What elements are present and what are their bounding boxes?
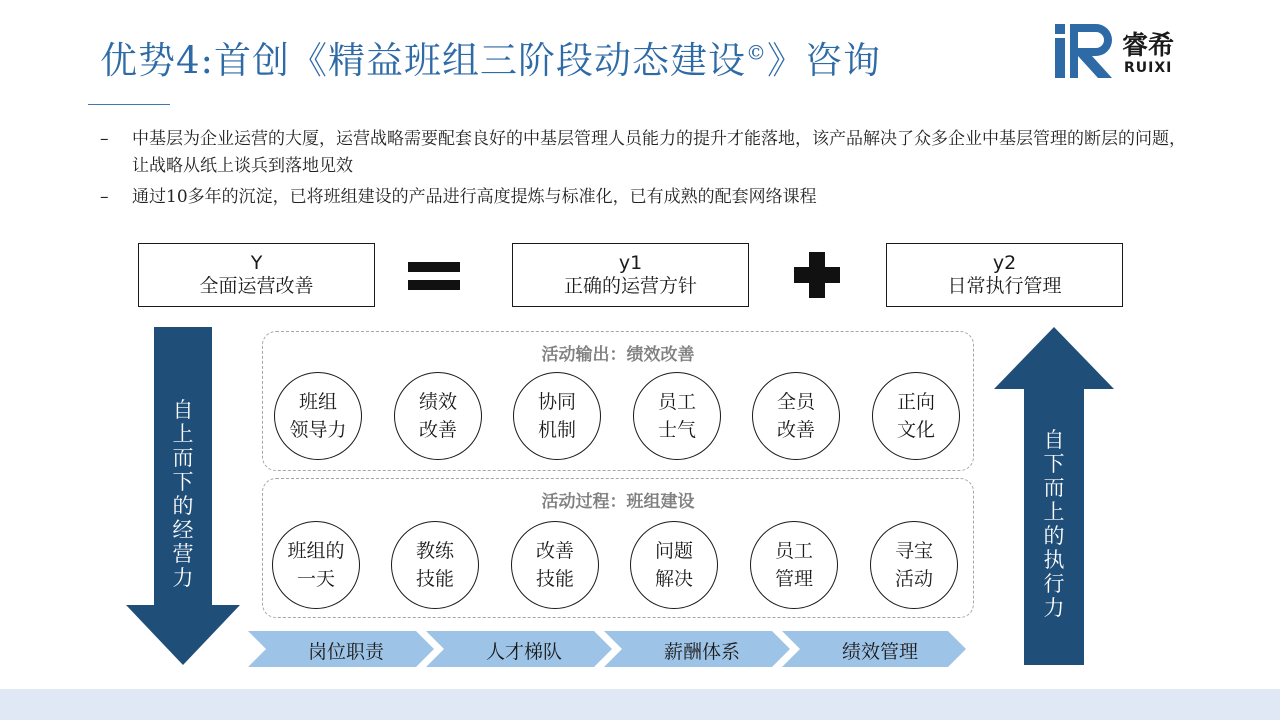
output-circle: 正向 文化 (872, 372, 960, 460)
bullet-text: 中基层为企业运营的大厦，运营战略需要配套良好的中基层管理人员能力的提升才能落地，该产品解决了众多企业中基层管理的断层的问题，让战略从纸上谈兵到落地见效 (132, 129, 1186, 176)
output-circle: 员工 士气 (633, 372, 721, 460)
process-circle: 寻宝 活动 (870, 521, 958, 609)
process-circle: 问题 解决 (630, 521, 718, 609)
process-circle: 改善 技能 (511, 521, 599, 609)
process-circle: 教练 技能 (391, 521, 479, 609)
chevron-label: 薪酬体系 (663, 641, 740, 663)
activity-output-panel (262, 331, 974, 471)
equation-box-y1: y1 正确的运营方针 (512, 243, 749, 307)
equals-icon (408, 262, 460, 290)
logo-chinese-text: 睿希 (1122, 31, 1175, 61)
copyright-mark: © (746, 40, 768, 65)
footer-band (0, 689, 1280, 720)
panel-title: 活动过程：班组建设 (541, 492, 695, 512)
top-down-label: 自上而下的经营力 (172, 398, 194, 590)
chevron-label: 岗位职责 (307, 641, 384, 663)
bottom-up-label: 自下而上的执行力 (1043, 428, 1065, 620)
process-circle: 班组的 一天 (272, 521, 360, 609)
panel-title: 活动输出：绩效改善 (541, 345, 695, 365)
activity-process-panel (262, 478, 974, 618)
equation-box-y2: y2 日常执行管理 (886, 243, 1123, 307)
page-title: 优势4:首创《精益班组三阶段动态建设©》咨询 (100, 39, 882, 82)
bullet-item: – 中基层为企业运营的大厦，运营战略需要配套良好的中基层管理人员能力的提升才能落地，该产品解决了众多企业中基层管理的断层的问题，让战略从纸上谈兵到落地见效 (100, 126, 1200, 182)
chevron-label: 绩效管理 (841, 641, 918, 663)
chevron-label: 人才梯队 (485, 641, 562, 663)
output-circle: 班组 领导力 (274, 372, 362, 460)
output-circle: 全员 改善 (752, 372, 840, 460)
bullet-item: – 通过10多年的沉淀，已将班组建设的产品进行高度提炼与标准化，已有成熟的配套网络课程 (100, 184, 1200, 212)
logo-english-text: RUIXI (1124, 60, 1173, 76)
plus-icon (794, 252, 840, 298)
bullet-text: 通过10多年的沉淀，已将班组建设的产品进行高度提炼与标准化，已有成熟的配套网络课程 (132, 187, 817, 207)
output-circle: 绩效 改善 (394, 372, 482, 460)
output-circle: 协同 机制 (513, 372, 601, 460)
equation-box-y: Y 全面运营改善 (138, 243, 375, 307)
title-underline (88, 104, 170, 105)
process-circle: 员工 管理 (750, 521, 838, 609)
